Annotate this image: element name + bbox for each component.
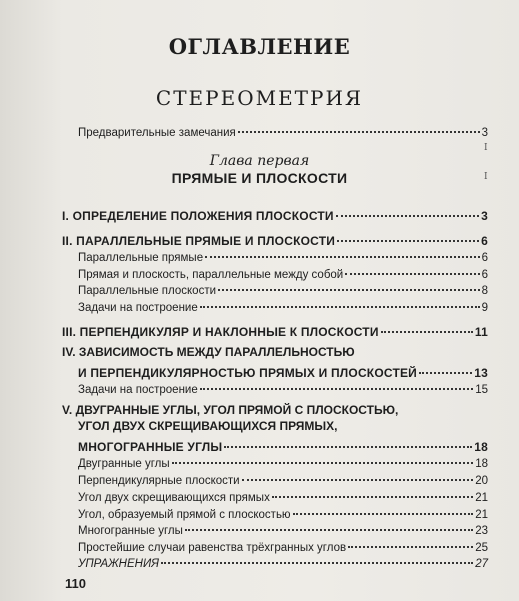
toc-section-page: 11 [474, 325, 488, 339]
toc-entry-page: 8 [481, 285, 488, 297]
toc-entry-page: 21 [475, 509, 488, 521]
toc-section-label: МНОГОГРАННЫЕ УГЛЫ [78, 440, 223, 454]
toc-section-3[interactable] [62, 320, 488, 340]
leader-dots [172, 448, 474, 464]
page-number: 110 [65, 576, 86, 591]
leader-dots [345, 259, 479, 275]
leader-dots [348, 532, 473, 548]
toc-entry-label: Угол, образуемый прямой с плоскостью [78, 509, 291, 521]
toc-section-label: II. ПАРАЛЛЕЛЬНЫЕ ПРЯМЫЕ И ПЛОСКОСТИ [62, 234, 336, 248]
leader-dots [419, 358, 472, 374]
toc-section-page: 13 [474, 366, 488, 380]
toc-section-page: 3 [481, 209, 488, 223]
toc-entry-label: Задачи на построение [78, 384, 198, 396]
leader-dots [381, 317, 473, 333]
margin-mark: I [484, 143, 488, 153]
chapter-label: Глава первая [209, 153, 310, 169]
toc-entry-page: 18 [475, 458, 488, 470]
page-title: ОГЛАВЛЕНИЕ [168, 34, 351, 59]
toc-entry[interactable] [78, 295, 488, 316]
toc-entry-page: 15 [475, 384, 488, 396]
toc-entry-label: Задачи на построение [78, 302, 198, 314]
toc-entry-page: 6 [481, 252, 488, 264]
toc-entry-label: Простейшие случаи равенства трёхгранных углов [78, 542, 347, 554]
leader-dots [337, 226, 479, 242]
toc-entry-label: Двугранные углы [78, 458, 170, 470]
toc-entry-label: Параллельные прямые [78, 252, 204, 264]
toc-entry-page: 20 [475, 475, 488, 487]
toc-entry-label: Перпендикулярные плоскости [78, 475, 240, 487]
toc-entry-page: 25 [475, 542, 488, 554]
toc-entry[interactable] [78, 377, 488, 398]
toc-section-5-line1[interactable]: V. ДВУГРАННЫЕ УГЛЫ, УГОЛ ПРЯМОЙ С ПЛОСКОСТЬЮ, [62, 403, 399, 417]
leader-dots [272, 482, 473, 498]
toc-entry-label: Параллельные плоскости [78, 285, 217, 297]
leader-dots [242, 465, 474, 481]
toc-section-page: 18 [474, 440, 488, 454]
toc-section-1[interactable] [62, 204, 488, 224]
leader-dots [238, 117, 480, 133]
leader-dots [205, 242, 480, 258]
toc-entry-page: 23 [475, 525, 488, 537]
leader-dots [185, 515, 473, 531]
leader-dots [224, 432, 472, 448]
toc-section-label: I. ОПРЕДЕЛЕНИЕ ПОЛОЖЕНИЯ ПЛОСКОСТИ [62, 209, 334, 223]
toc-section-4-line1[interactable]: IV. ЗАВИСИМОСТЬ МЕЖДУ ПАРАЛЛЕЛЬНОСТЬЮ [62, 345, 355, 359]
leader-dots [218, 275, 480, 291]
leader-dots [293, 499, 474, 515]
section-heading: СТЕРЕОМЕТРИЯ [155, 86, 364, 110]
toc-entry-page: 3 [481, 127, 488, 139]
toc-entry-label: Предварительные замечания [78, 127, 236, 139]
margin-mark: I [484, 172, 488, 182]
toc-entry-label: Угол двух скрещивающихся прямых [78, 492, 270, 504]
toc-entry-page: 27 [475, 558, 488, 570]
toc-section-page: 6 [481, 234, 488, 248]
toc-entry-page: 9 [481, 302, 488, 314]
toc-entry-label: Многогранные углы [78, 525, 183, 537]
leader-dots [200, 292, 480, 308]
toc-entry-page: 6 [481, 269, 488, 281]
leader-dots [200, 374, 473, 390]
toc-section-label: И ПЕРПЕНДИКУЛЯРНОСТЬЮ ПРЯМЫХ И ПЛОСКОСТЕЙ [78, 366, 417, 380]
toc-section-label: III. ПЕРПЕНДИКУЛЯР И НАКЛОННЫЕ К ПЛОСКОСТИ [62, 325, 379, 339]
chapter-title: ПРЯМЫЕ И ПЛОСКОСТИ [171, 170, 348, 186]
toc-entry-label: УПРАЖНЕНИЯ [78, 558, 160, 570]
leader-dots [161, 548, 473, 564]
toc-entry-prelim[interactable] [78, 120, 488, 141]
toc-section-5-line2[interactable]: УГОЛ ДВУХ СКРЕЩИВАЮЩИХСЯ ПРЯМЫХ, [78, 419, 338, 433]
leader-dots [336, 201, 479, 217]
toc-entry-label: Прямая и плоскость, параллельные между собой [78, 269, 344, 281]
toc-entry-page: 21 [475, 492, 488, 504]
toc-entry-exercises[interactable] [78, 551, 488, 572]
